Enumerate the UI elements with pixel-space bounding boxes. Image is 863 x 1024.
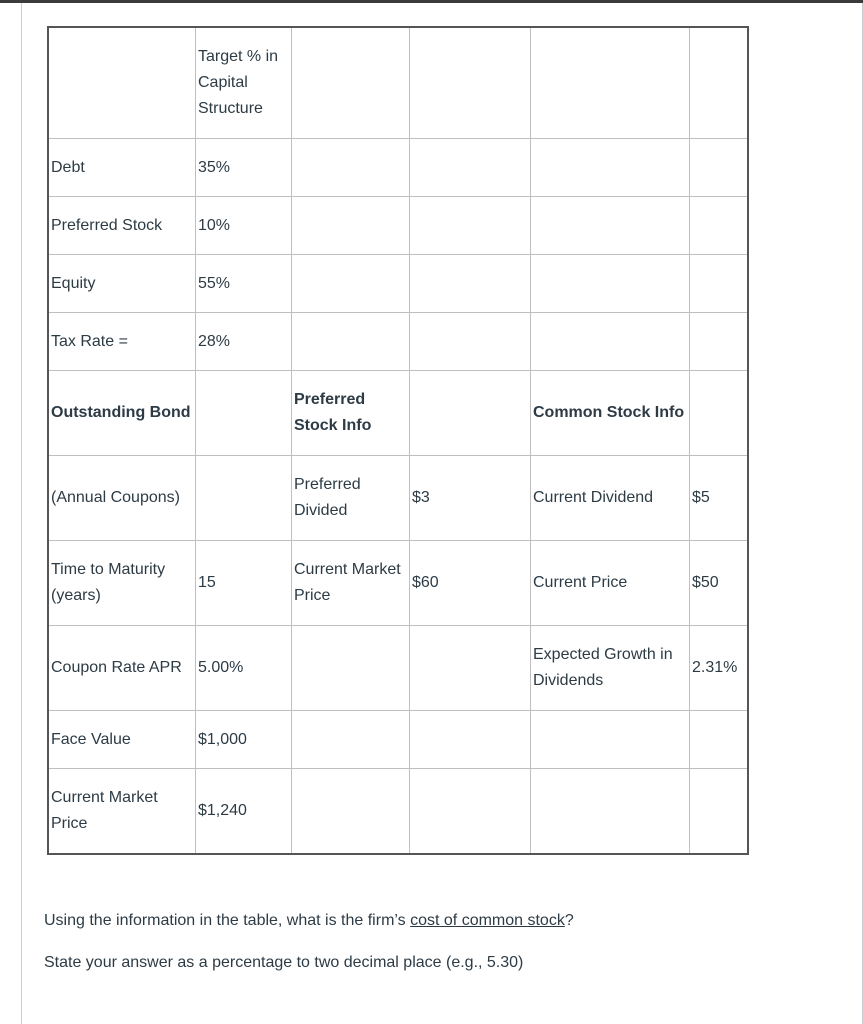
question-text <box>44 912 574 930</box>
annual-coupons-label: (Annual Coupons) <box>49 456 196 541</box>
outstanding-bond-header: Outstanding Bond <box>49 371 196 456</box>
capital-structure-table <box>48 27 748 854</box>
table-row <box>49 255 748 313</box>
coupon-rate-label: Coupon Rate APR <box>49 626 196 711</box>
table-cell <box>531 28 690 139</box>
table-cell <box>410 28 531 139</box>
question-suffix: ? <box>564 912 574 929</box>
preferred-market-price-label: Current Market Price <box>292 541 410 626</box>
current-price-value: $50 <box>690 541 748 626</box>
preferred-dividend-label: Preferred Divided <box>292 456 410 541</box>
preferred-stock-label: Preferred Stock <box>49 197 196 255</box>
table-row <box>49 541 748 626</box>
cost-of-common-stock-link[interactable]: cost of common stock <box>410 912 565 929</box>
preferred-stock-info-header: Preferred Stock Info <box>292 371 410 456</box>
equity-value: 55% <box>196 255 292 313</box>
equity-label: Equity <box>49 255 196 313</box>
top-border <box>0 0 863 3</box>
table-cell <box>49 28 196 139</box>
expected-growth-label: Expected Growth in Dividends <box>531 626 690 711</box>
current-price-label: Current Price <box>531 541 690 626</box>
target-percent-header: Target % in Capital Structure <box>196 28 292 139</box>
common-stock-info-header: Common Stock Info <box>531 371 690 456</box>
time-to-maturity-label: Time to Maturity (years) <box>49 541 196 626</box>
answer-instruction: State your answer as a percentage to two decimal place (e.g., 5.30) <box>44 954 524 971</box>
time-to-maturity-value: 15 <box>196 541 292 626</box>
table-row <box>49 456 748 541</box>
current-dividend-value: $5 <box>690 456 748 541</box>
preferred-market-price-value: $60 <box>410 541 531 626</box>
preferred-dividend-value: $3 <box>410 456 531 541</box>
debt-label: Debt <box>49 139 196 197</box>
face-value-value: $1,000 <box>196 711 292 769</box>
tax-rate-label: Tax Rate = <box>49 313 196 371</box>
table-cell <box>690 28 748 139</box>
debt-value: 35% <box>196 139 292 197</box>
bond-market-price-label: Current Market Price <box>49 769 196 854</box>
section-header-row <box>49 371 748 456</box>
table-row <box>49 769 748 854</box>
table-row <box>49 711 748 769</box>
table-header-row <box>49 28 748 139</box>
preferred-stock-value: 10% <box>196 197 292 255</box>
tax-rate-value: 28% <box>196 313 292 371</box>
face-value-label: Face Value <box>49 711 196 769</box>
table-row <box>49 626 748 711</box>
content-frame-left <box>21 3 22 1024</box>
expected-growth-value: 2.31% <box>690 626 748 711</box>
bond-market-price-value: $1,240 <box>196 769 292 854</box>
coupon-rate-value: 5.00% <box>196 626 292 711</box>
question-prefix: Using the information in the table, what is the firm’s <box>44 912 411 929</box>
table-row <box>49 313 748 371</box>
current-dividend-label: Current Dividend <box>531 456 690 541</box>
table-cell <box>292 28 410 139</box>
table-row <box>49 139 748 197</box>
table-row <box>49 197 748 255</box>
